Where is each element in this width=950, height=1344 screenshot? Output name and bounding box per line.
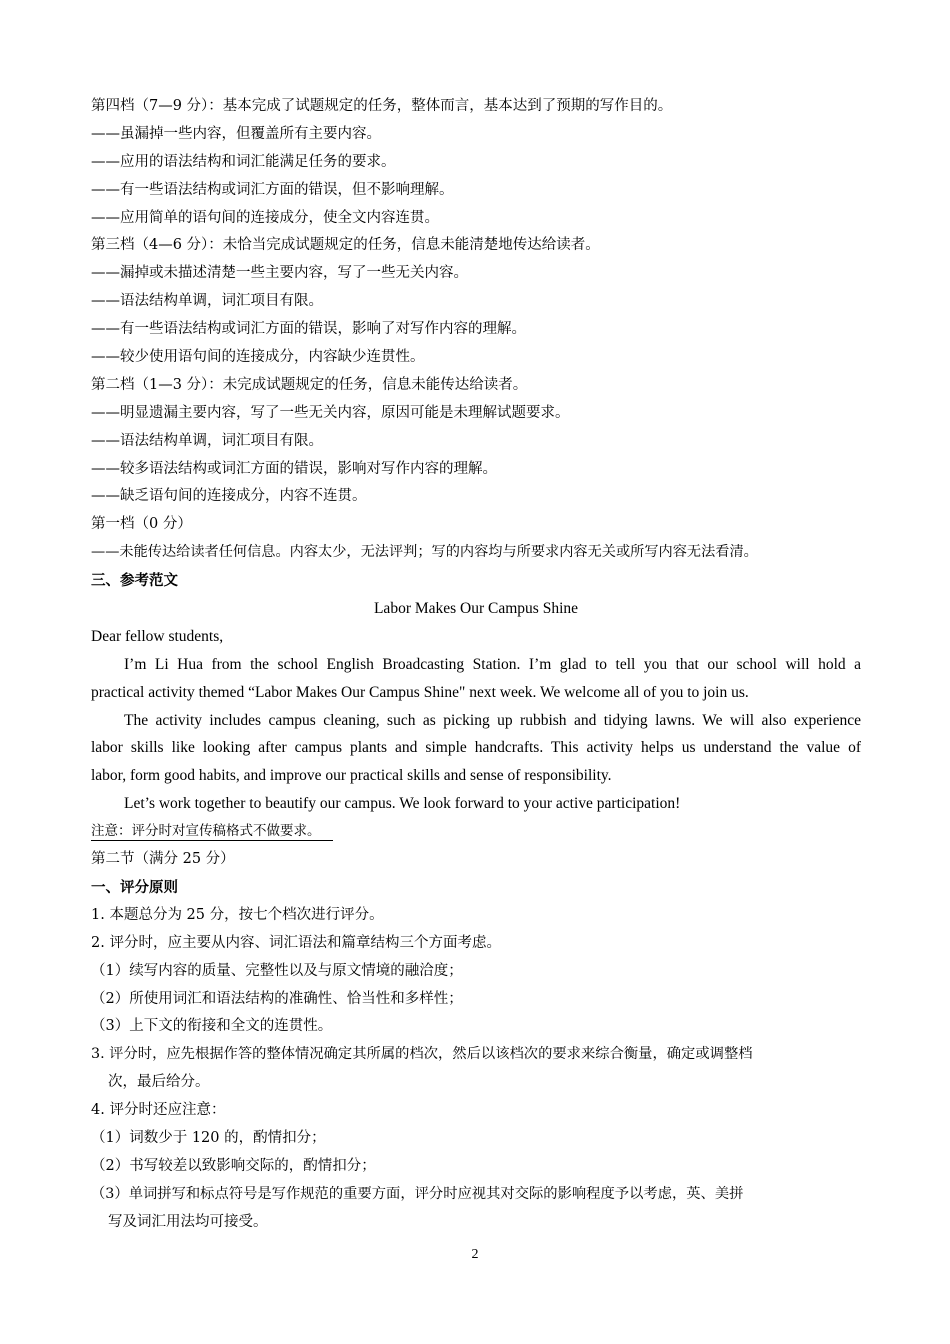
rule-4: 4. 评分时还应注意： <box>91 1102 226 1119</box>
rule-4-sub: （1）词数少于 120 的，酌情扣分； <box>91 1129 326 1146</box>
grade3-item: ——语法结构单调，词汇项目有限。 <box>91 293 323 310</box>
section2-title: 第二节（满分 25 分） <box>91 851 235 868</box>
format-note-text: 注意：评分时对宣传稿格式不做要求。 <box>91 823 333 841</box>
grade4-item: ——应用简单的语句间的连接成分，使全文内容连贯。 <box>91 209 439 226</box>
rule-2-sub: （3）上下文的衔接和全文的连贯性。 <box>91 1018 333 1035</box>
grade3-item: ——较少使用语句间的连接成分，内容缺少连贯性。 <box>91 349 425 366</box>
rule-2-sub: （1）续写内容的质量、完整性以及与原文情境的融洽度； <box>91 962 463 979</box>
grade3-item: ——漏掉或未描述清楚一些主要内容，写了一些无关内容。 <box>91 265 468 282</box>
sample-title: Labor Makes Our Campus Shine <box>373 600 579 618</box>
grade4-item: ——虽漏掉一些内容，但覆盖所有主要内容。 <box>91 125 381 142</box>
sample-heading: 三、参考范文 <box>91 572 178 590</box>
rule-4-sub: （3）单词拼写和标点符号是写作规范的重要方面，评分时应视其对交际的影响程度予以考虑，英、美拼 <box>91 1185 744 1202</box>
grade4-item: ——有一些语法结构或词汇方面的错误，但不影响理解。 <box>91 181 454 198</box>
rule-4-sub-cont: 写及词汇用法均可接受。 <box>108 1213 268 1230</box>
rule-3: 3. 评分时，应先根据作答的整体情况确定其所属的档次，然后以该档次的要求来综合衡量，确定或调整档 <box>91 1046 753 1063</box>
format-note <box>91 818 861 846</box>
page-number: 2 <box>471 1247 479 1262</box>
principles-heading: 一、评分原则 <box>91 878 178 896</box>
grade2-title: 第二档（1—3 分）：未完成试题规定的任务，信息未能传达给读者。 <box>91 376 528 393</box>
sample-paragraph-2-cont: labor skills like looking after campus plants and simple handcrafts. This activity helps us understand the value of <box>91 739 861 757</box>
rule-4-sub: （2）书写较差以致影响交际的，酌情扣分； <box>91 1157 376 1174</box>
grade3-title: 第三档（4—6 分）：未恰当完成试题规定的任务，信息未能清楚地传达给读者。 <box>91 237 600 254</box>
rule-2-sub: （2）所使用词汇和语法结构的准确性、恰当性和多样性； <box>91 990 463 1007</box>
sample-paragraph-2: The activity includes campus cleaning, such as picking up rubbish and tidying lawns. We will also experience <box>124 711 861 729</box>
rule-3-cont: 次，最后给分。 <box>108 1074 210 1091</box>
sample-paragraph-1: I’m Li Hua from the school English Broadcasting Station. I’m glad to tell you that our school will hold a <box>124 655 861 673</box>
grade2-item: ——语法结构单调，词汇项目有限。 <box>91 432 323 449</box>
sample-paragraph-3: Let’s work together to beautify our campus. We look forward to your active participation! <box>124 795 681 813</box>
rule-1: 1. 本题总分为 25 分，按七个档次进行评分。 <box>91 906 384 923</box>
sample-paragraph-2-end: labor, form good habits, and improve our practical skills and sense of responsibility. <box>91 767 612 785</box>
sample-paragraph-1-cont: practical activity themed “Labor Makes Our Campus Shine" next week. We welcome all of you to join us. <box>91 683 749 701</box>
grade2-item: ——明显遗漏主要内容，写了一些无关内容，原因可能是未理解试题要求。 <box>91 404 570 421</box>
grade1-item: ——未能传达给读者任何信息。内容太少，无法评判；写的内容均与所要求内容无关或所写内容无法看清。 <box>91 544 758 561</box>
grade3-item: ——有一些语法结构或词汇方面的错误，影响了对写作内容的理解。 <box>91 321 526 338</box>
grade2-item: ——缺乏语句间的连接成分，内容不连贯。 <box>91 488 367 505</box>
grade1-title: 第一档（0 分） <box>91 516 192 533</box>
grade4-item: ——应用的语法结构和词汇能满足任务的要求。 <box>91 153 396 170</box>
sample-greeting: Dear fellow students, <box>91 627 224 645</box>
grade4-title: 第四档（7—9 分）：基本完成了试题规定的任务，整体而言，基本达到了预期的写作目的。 <box>91 98 673 114</box>
grade2-item: ——较多语法结构或词汇方面的错误，影响对写作内容的理解。 <box>91 460 497 477</box>
rule-2: 2. 评分时，应主要从内容、词汇语法和篇章结构三个方面考虑。 <box>91 934 501 951</box>
document-page <box>91 93 861 1237</box>
